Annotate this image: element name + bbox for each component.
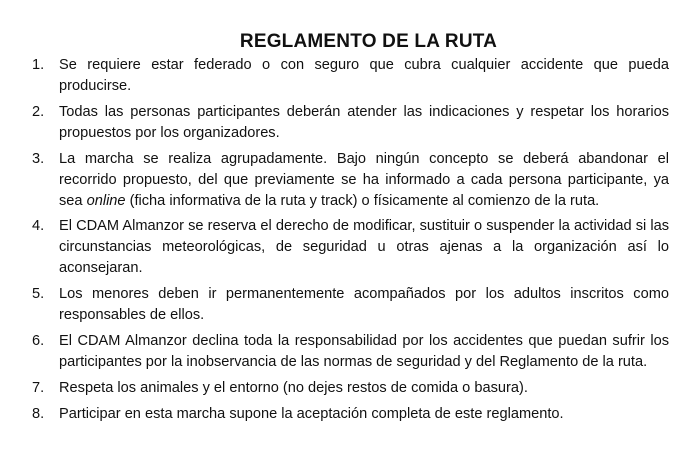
rule-item-3 <box>0 149 687 212</box>
rule-text: El CDAM Almanzor se reserva el derecho de modificar, sustituir o suspender la actividad si las circunstancias meteorológicas, de seguridad u otras ajenas a la organización así lo aconsejaran. <box>59 218 669 277</box>
rule-item-5 <box>0 284 687 326</box>
rule-text-after: (ficha informativa de la ruta y track) o físicamente al comienzo de la ruta. <box>125 192 600 209</box>
document-title: REGLAMENTO DE LA RUTA <box>239 31 498 52</box>
rule-item-1 <box>0 55 687 97</box>
rule-text-italic: online <box>86 192 126 209</box>
rule-number: 3. <box>32 150 45 167</box>
rule-text: Participar en esta marcha supone la aceptación completa de este reglamento. <box>59 405 564 422</box>
rule-item-6 <box>0 331 687 373</box>
rule-text-before: La marcha se realiza agrupadamente. Bajo ningún concepto se deberá abandonar el recorrido propuesto, del que previamente se ha informado a cada persona participante, ya sea <box>59 150 669 209</box>
rule-number: 8. <box>32 405 45 422</box>
rule-text: Respeta los animales y el entorno (no dejes restos de comida o basura). <box>59 379 528 396</box>
rule-number: 2. <box>32 103 45 120</box>
rule-number: 6. <box>32 332 45 349</box>
rule-item-8 <box>0 404 687 425</box>
rule-number: 1. <box>32 57 45 73</box>
rule-number: 7. <box>32 379 45 396</box>
rule-text: Los menores deben ir permanentemente acompañados por los adultos inscritos como responsables de ellos. <box>59 286 669 324</box>
rule-number: 5. <box>32 286 45 303</box>
rule-item-7 <box>0 378 687 399</box>
rule-text: El CDAM Almanzor declina toda la responsabilidad por los accidentes que puedan sufrir los participantes por la inobservancia de las normas de seguridad y del Reglamento de la ruta. <box>59 332 669 370</box>
rule-text: Se requiere estar federado o con seguro que cubra cualquier accidente que pueda producirse. <box>59 57 669 94</box>
rule-text: Todas las personas participantes deberán atender las indicaciones y respetar los horarios propuestos por los organizadores. <box>59 103 669 141</box>
rule-number: 4. <box>32 218 45 235</box>
rules-list <box>0 55 687 429</box>
rule-item-2 <box>0 102 687 144</box>
rule-item-4 <box>0 216 687 279</box>
